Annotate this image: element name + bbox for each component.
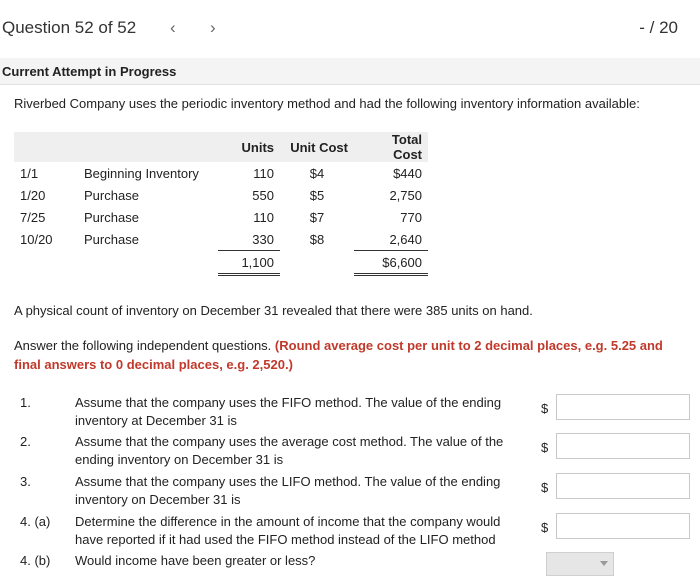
- row-total-cost: 770: [400, 209, 422, 225]
- row-unit-cost: $4: [309, 165, 325, 181]
- answer-prefix: Answer the following independent questions.: [14, 338, 272, 353]
- score-display: - / 20: [639, 18, 678, 37]
- row-date: 1/1: [20, 165, 39, 181]
- lifo-ending-inventory-input[interactable]: [556, 473, 690, 499]
- table-header-row: [14, 132, 428, 162]
- row-total-cost: 2,640: [354, 228, 428, 251]
- income-difference-input[interactable]: [556, 513, 690, 539]
- question-text: Assume that the company uses the average cost method. The value of the ending inventory on December 31 is: [75, 434, 504, 467]
- row-units: 110: [253, 165, 274, 181]
- table-row: [14, 228, 428, 251]
- answer-instructions: [14, 336, 674, 374]
- table-total-row: [14, 251, 428, 275]
- attempt-bar: [0, 58, 700, 85]
- rounding-note: (Round average cost per unit to 2 decimal places, e.g. 5.25 and final answers to 0 decimal places, e.g. 2,520.): [14, 338, 663, 372]
- question-text: Assume that the company uses the LIFO method. The value of the ending inventory on December 31 is: [75, 474, 501, 507]
- chevron-down-icon: [600, 561, 608, 566]
- row-unit-cost: $5: [309, 187, 325, 203]
- table-row: [14, 206, 428, 228]
- physical-count-text: A physical count of inventory on December 31 revealed that there were 385 units on hand.: [14, 303, 533, 318]
- question-number: 4. (b): [20, 553, 51, 568]
- currency-symbol: $: [541, 520, 549, 535]
- table-row: [14, 184, 428, 206]
- header-units: Units: [218, 132, 280, 162]
- row-total-cost: 2,750: [389, 187, 422, 203]
- previous-question-icon[interactable]: ‹: [170, 18, 176, 37]
- row-unit-cost: $7: [309, 209, 325, 225]
- header-total-cost: Total Cost: [354, 132, 428, 162]
- question-number: 2.: [20, 434, 31, 449]
- greater-or-less-select[interactable]: [546, 552, 614, 576]
- row-units: 550: [252, 187, 274, 203]
- row-description: Purchase: [84, 187, 139, 203]
- inventory-table: [14, 132, 428, 276]
- row-description: Purchase: [84, 231, 139, 247]
- currency-symbol: $: [541, 401, 549, 416]
- currency-symbol: $: [541, 440, 549, 455]
- question-text: Determine the difference in the amount of income that the company would have reported if it had used the FIFO method instead of the LIFO method: [75, 514, 501, 547]
- fifo-ending-inventory-input[interactable]: [556, 394, 690, 420]
- currency-symbol: $: [541, 480, 549, 495]
- total-cost: $6,600: [354, 251, 428, 275]
- next-question-icon[interactable]: ›: [210, 18, 216, 37]
- question-text: Assume that the company uses the FIFO method. The value of the ending inventory at December 31 is: [75, 395, 502, 428]
- row-date: 1/20: [20, 187, 46, 203]
- question-label: Question 52 of 52: [2, 18, 137, 37]
- question-header: [0, 0, 700, 59]
- row-description: Beginning Inventory: [84, 165, 199, 181]
- header-unit-cost: Unit Cost: [280, 132, 354, 162]
- row-total-cost: $440: [393, 165, 422, 181]
- row-description: Purchase: [84, 209, 139, 225]
- table-row: [14, 162, 428, 184]
- question-number: 4. (a): [20, 514, 51, 529]
- question-number: 1.: [20, 395, 31, 410]
- header-description: [78, 132, 218, 162]
- total-units: 1,100: [218, 251, 280, 275]
- question-number: 3.: [20, 474, 31, 489]
- average-cost-ending-inventory-input[interactable]: [556, 433, 690, 459]
- row-units: 330: [218, 228, 280, 251]
- question-text: Would income have been greater or less?: [75, 553, 316, 568]
- row-date: 7/25: [20, 209, 46, 225]
- row-units: 110: [253, 209, 274, 225]
- attempt-status: Current Attempt in Progress: [2, 64, 177, 79]
- header-date: [14, 132, 78, 162]
- problem-intro: Riverbed Company uses the periodic inventory method and had the following inventory information available:: [14, 96, 640, 111]
- row-date: 10/20: [20, 231, 53, 247]
- row-unit-cost: $8: [309, 231, 325, 247]
